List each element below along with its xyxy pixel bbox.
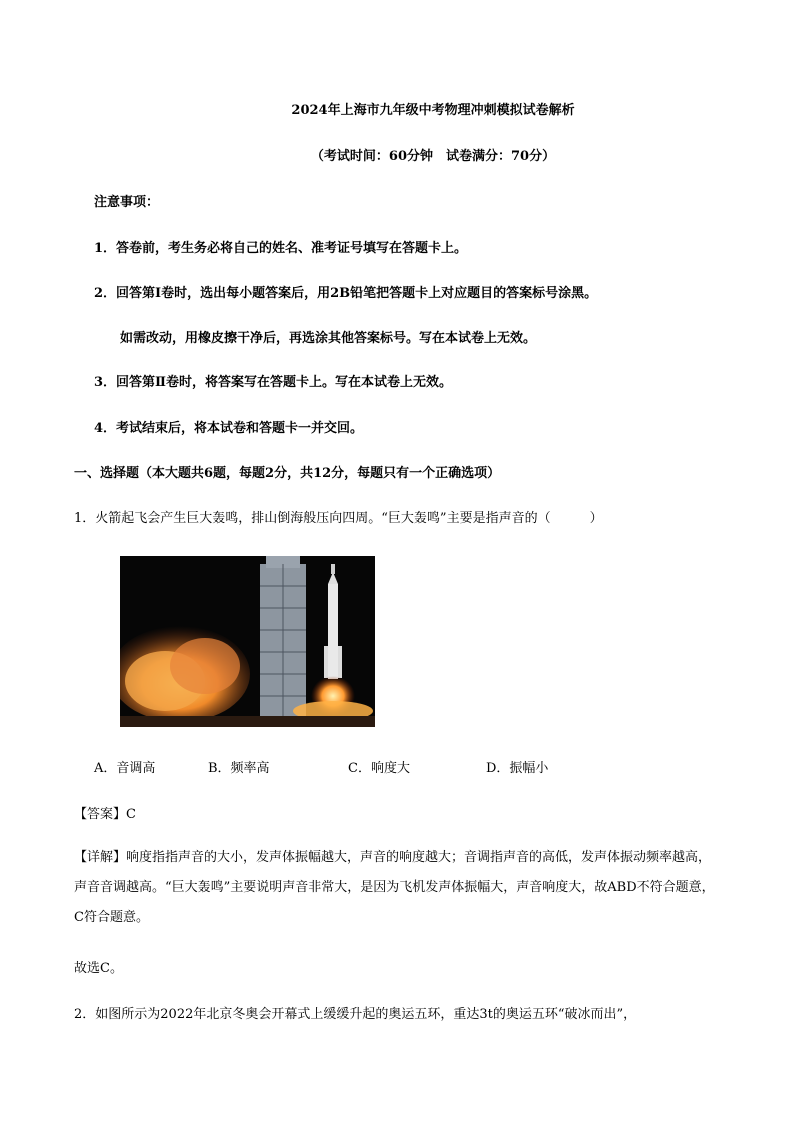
question-2-stem: 2．如图所示为2022年北京冬奥会开幕式上缓缓升起的奥运五环，重达3t的奥运五环“破冰而出”， — [74, 1007, 637, 1022]
note-item-4: 4．考试结束后，将本试卷和答题卡一并交回。 — [94, 421, 364, 436]
note-item-2: 2．回答第Ⅰ卷时，选出每小题答案后，用2B铅笔把答题卡上对应题目的答案标号涂黑。 — [94, 286, 598, 301]
option-b[interactable]: B．频率高 — [208, 761, 270, 776]
exam-info: （考试时间：60分钟 试卷满分：70分） — [310, 149, 556, 164]
note-item-1: 1．答卷前，考生务必将自己的姓名、准考证号填写在答题卡上。 — [94, 241, 468, 256]
page-title: 2024年上海市九年级中考物理冲刺模拟试卷解析 — [291, 103, 575, 118]
option-a[interactable]: A．音调高 — [94, 761, 156, 776]
question-1-conclusion: 故选C。 — [74, 961, 123, 976]
note-item-3: 3．回答第Ⅱ卷时，将答案写在答题卡上。写在本试卷上无效。 — [94, 375, 453, 390]
rocket-launch-photo — [120, 556, 375, 727]
question-1-answer: 【答案】C — [74, 807, 136, 822]
question-1-detail: 【详解】响度指指声音的大小，发声体振幅越大，声音的响度越大；音调指声音的高低，发声体振动频率越高，声音音调越高。“巨大轰鸣”主要说明声音非常大，是因为飞机发声体振幅大，声音响度大，故ABD不符合题意，C符合题意。 — [74, 850, 715, 925]
option-c[interactable]: C．响度大 — [348, 761, 410, 776]
option-d[interactable]: D．振幅小 — [486, 761, 549, 776]
note-item-2-continued: 如需改动，用橡皮擦干净后，再选涂其他答案标号。写在本试卷上无效。 — [120, 331, 537, 346]
question-1-options — [94, 760, 694, 778]
section-heading: 一、选择题（本大题共6题，每题2分，共12分，每题只有一个正确选项） — [74, 466, 501, 481]
question-1-stem: 1．火箭起飞会产生巨大轰鸣，排山倒海般压向四周。“巨大轰鸣”主要是指声音的（ ） — [74, 511, 603, 526]
notes-heading: 注意事项： — [94, 195, 160, 210]
